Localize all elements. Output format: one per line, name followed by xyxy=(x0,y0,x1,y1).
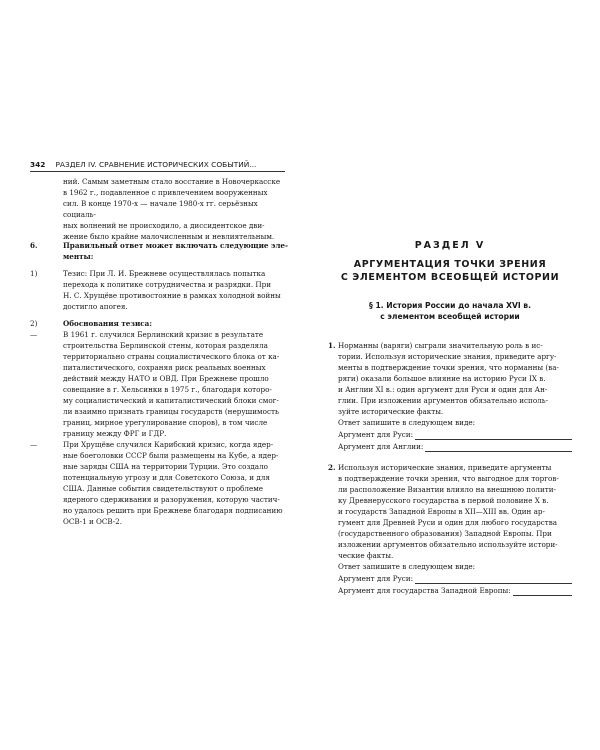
right-page-body xyxy=(328,240,572,596)
paragraph-title xyxy=(328,300,572,322)
text-line: ряги) оказали большое влияние на историю Руси IX в. xyxy=(338,374,546,383)
text-line: ОСВ-1 и ОСВ-2. xyxy=(63,517,122,526)
text-line: ли расположение Византии влияло на внешнюю полити- xyxy=(338,485,556,494)
task-1 xyxy=(328,340,572,452)
thesis-block xyxy=(30,268,288,312)
task-2 xyxy=(328,462,572,596)
text-line: питалистического, сохраняя риск реальных военных xyxy=(63,363,266,372)
running-header xyxy=(30,160,285,172)
text-line: территориально страны социалистического блока от ка- xyxy=(63,352,280,361)
text-line: достигло апогея. xyxy=(63,302,128,311)
text-line: ний. Самым заметным стало восстание в Новочеркасске xyxy=(63,177,281,186)
section-title xyxy=(328,258,572,284)
answer-prompt: Ответ запишите в следующем виде: xyxy=(338,418,476,427)
text-line: совещание в г. Хельсинки в 1975 г., благодаря которо- xyxy=(63,385,272,394)
text-line: гумент для Древней Руси и один для любого государства xyxy=(338,518,558,527)
text-line: в 1962 г., подавленное с привлечением вооруженных xyxy=(63,188,268,197)
answer-blank xyxy=(513,587,572,596)
text-line: в подтверждение точки зрения, что выгодное для торгов- xyxy=(338,474,559,483)
text-line: ку Древнерусского государства в первой половине X в. xyxy=(338,496,549,505)
section-title-line: АРГУМЕНТАЦИЯ ТОЧКИ ЗРЕНИЯ xyxy=(353,259,547,270)
dash-marker: — xyxy=(30,330,38,339)
text-line: Норманны (варяги) сыграли значительную роль в ис- xyxy=(338,341,543,350)
text-line: В 1961 г. случился Берлинский кризис в результате xyxy=(63,330,264,339)
left-page-body xyxy=(63,176,288,242)
answer-heading-line: Правильный ответ может включать следующие эле- xyxy=(63,241,288,250)
text-line: (государственного образования) Западной Европы. При xyxy=(338,529,552,538)
text-line: ные боеголовки СССР были размещены на Кубе, а ядер- xyxy=(63,451,279,460)
thesis-number: 1) xyxy=(30,269,38,278)
answer-line xyxy=(338,573,572,584)
grounds-item xyxy=(30,439,288,527)
answer-label: Аргумент для государства Западной Европы: xyxy=(338,586,511,595)
text-line: сил. В конце 1970-х — начале 1980-х гг. серьёзных социаль- xyxy=(63,199,258,219)
text-line: ли взаимно признать границы государств (нерушимость xyxy=(63,407,279,416)
dash-marker: — xyxy=(30,440,38,449)
section-title-line: С ЭЛЕМЕНТОМ ВСЕОБЩЕЙ ИСТОРИИ xyxy=(340,272,560,283)
text-line: При Хрущёве случился Карибский кризис, когда ядер- xyxy=(63,440,274,449)
grounds-block xyxy=(30,318,288,329)
text-line: и государств Западной Европы в XII—XIII вв. Один ар- xyxy=(338,507,545,516)
text-line: границ, мирное урегулирование споров), в том числе xyxy=(63,418,268,427)
text-line: изложении аргументов обязательно используйте истори- xyxy=(338,540,558,549)
text-line: и Англии XI в.: один аргумент для Руси и один для Ан- xyxy=(338,385,548,394)
text-line: му социалистический и капиталистический блоки смог- xyxy=(63,396,279,405)
answer-6 xyxy=(30,240,288,527)
section-label: РАЗДЕЛ V xyxy=(414,240,486,251)
text-line: зуйте исторические факты. xyxy=(338,407,444,416)
text-line: Н. С. Хрущёве противостояние в рамках холодной войны xyxy=(63,291,281,300)
answer-blank xyxy=(425,443,572,452)
text-line: США. Данные события свидетельствуют о проблеме xyxy=(63,484,264,493)
answer-number: 6. xyxy=(30,241,38,250)
answer-label: Аргумент для Руси: xyxy=(338,430,414,439)
answer-blank xyxy=(415,575,572,584)
grounds-number: 2) xyxy=(30,319,38,328)
answer-heading-line: менты: xyxy=(63,252,94,261)
answer-blank xyxy=(415,431,572,440)
answer-line xyxy=(338,429,572,440)
paragraph-title-line: § 1. История России до начала XVI в. xyxy=(369,301,531,310)
answer-label: Аргумент для Руси: xyxy=(338,574,414,583)
answer-line xyxy=(338,441,572,452)
text-line: глии. При изложении аргументов обязательно исполь- xyxy=(338,396,549,405)
text-line: действий между НАТО и ОВД. При Брежневе прошло xyxy=(63,374,269,383)
text-line: менты в подтверждение точки зрения, что норманны (ва- xyxy=(338,363,559,372)
text-line: ных волнений не происходило, а диссидентское дви- xyxy=(63,221,265,230)
text-line: Тезис: При Л. И. Брежневе осуществлялась попытка xyxy=(63,269,266,278)
continuation-paragraph xyxy=(63,176,288,242)
task-number: 2. xyxy=(328,463,336,472)
answer-prompt: Ответ запишите в следующем виде: xyxy=(338,562,476,571)
text-line: Используя исторические знания, приведите аргументы xyxy=(338,463,552,472)
answer-line xyxy=(338,585,572,596)
text-line: тории. Используя исторические знания, приведите аргу- xyxy=(338,352,557,361)
text-line: строительства Берлинской стены, которая разделяла xyxy=(63,341,268,350)
answer-label: Аргумент для Англии: xyxy=(338,442,424,451)
text-line: но удалось решить при Брежневе благодаря подписанию xyxy=(63,506,283,515)
task-number: 1. xyxy=(328,341,336,350)
text-line: границу между ФРГ и ГДР. xyxy=(63,429,167,438)
grounds-item xyxy=(30,329,288,439)
running-title: РАЗДЕЛ IV. СРАВНЕНИЕ ИСТОРИЧЕСКИХ СОБЫТИЙ... xyxy=(55,160,257,169)
text-line: перехода к политике сотрудничества и разрядки. При xyxy=(63,280,272,289)
text-line: потенциальную угрозу и для Советского Союза, и для xyxy=(63,473,270,482)
page-number: 342 xyxy=(30,160,46,169)
text-line: жение было крайне малочисленным и невлиятельным. xyxy=(63,232,275,241)
text-line: ядерного сдерживания и разоружения, которую частич- xyxy=(63,495,280,504)
grounds-heading: Обоснования тезиса: xyxy=(63,319,152,328)
text-line: ные заряды США на территории Турции. Это создало xyxy=(63,462,268,471)
paragraph-title-line: с элементом всеобщей истории xyxy=(380,312,520,321)
text-line: ческие факты. xyxy=(338,551,394,560)
